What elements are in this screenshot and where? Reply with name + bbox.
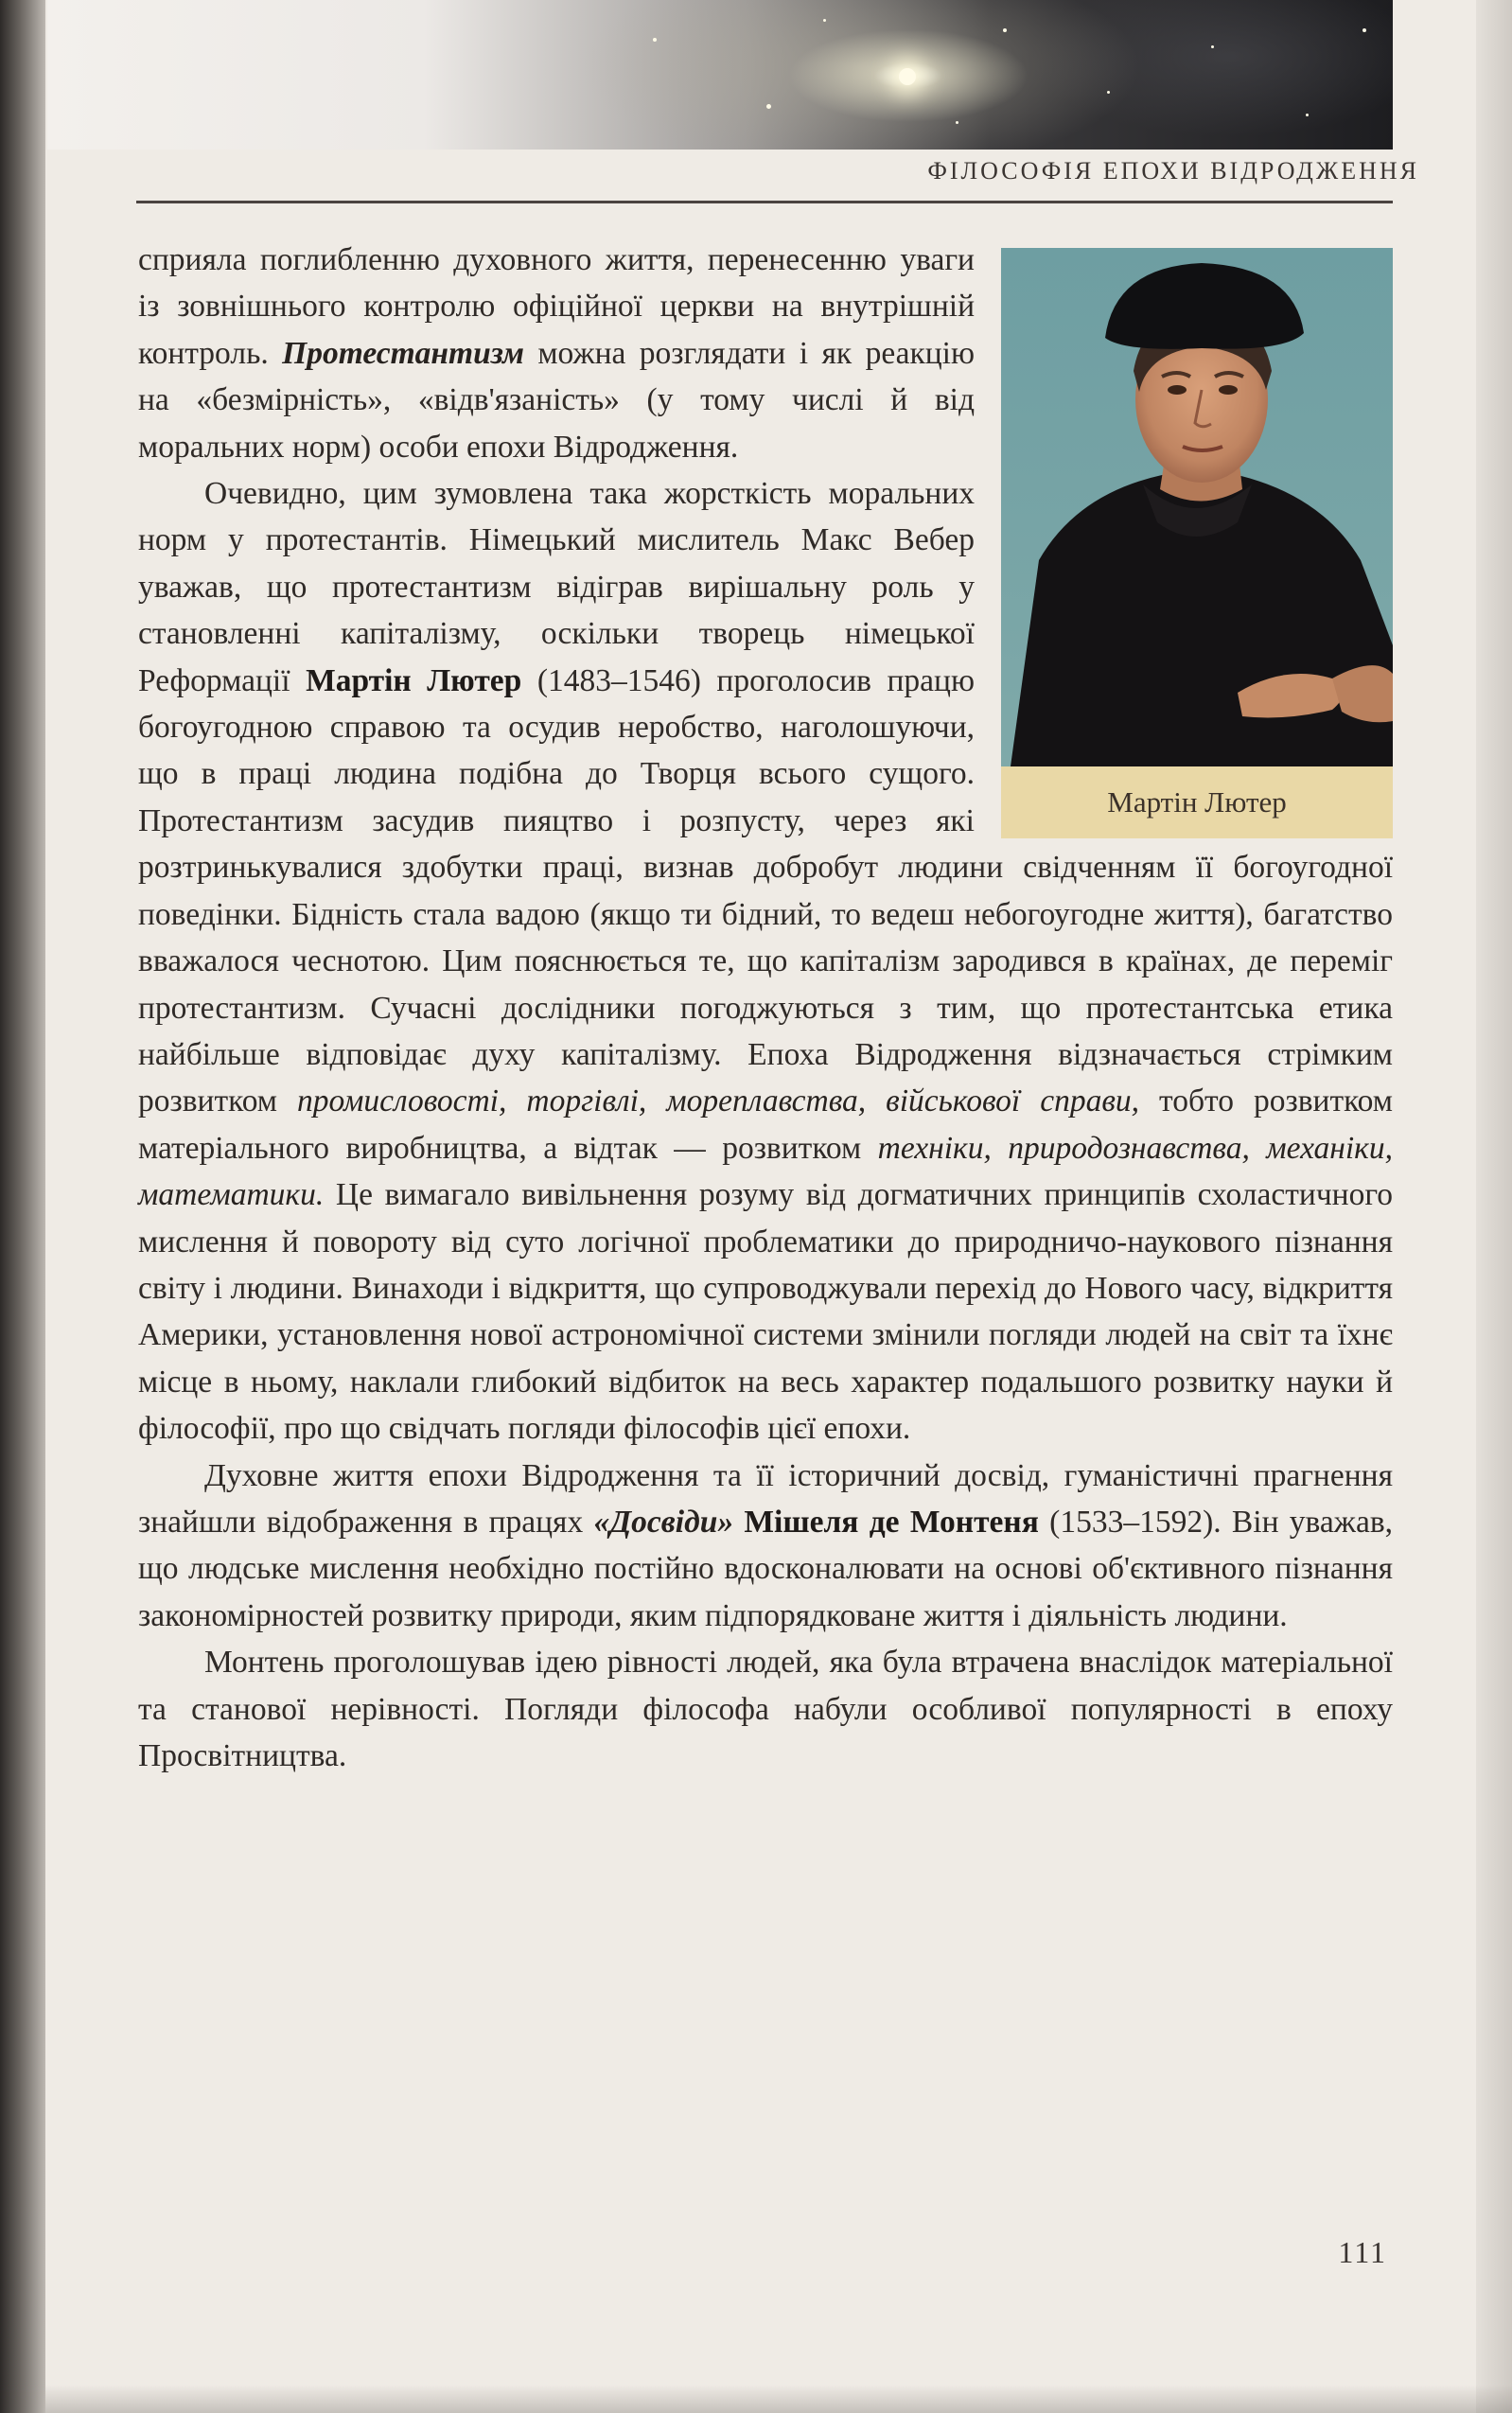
term-protestantism: Протестантизм [282,335,524,371]
name-montaigne: Мішеля де Монтеня [744,1504,1039,1540]
main-text [138,237,1393,1779]
page-number: 111 [1338,2235,1387,2269]
text-span: тобто розвитком матеріального виробництва, а відтак — розвитком [138,1083,1393,1166]
text-span: можна розглядати і як реакцію на «безмірність», «відв'язаність» (у тому числі й від моральних норм) особи епохи Відродження. [138,335,975,465]
star [956,121,958,124]
star [1003,28,1007,32]
figure-float-space [986,237,1393,844]
work-title-essays: «Досвіди» [593,1504,734,1540]
star [1107,91,1110,94]
star [766,104,771,109]
text-span: сприяла поглибленню духовного життя, перенесенню уваги із зовнішнього контролю офіційної церкви на внутрішній контроль. [138,242,975,371]
text-span: (1483–1546) проголосив працю богоугодною справою та осудив неробство, наголошуючи, що в праці людина подібна до Творця всього сущого. Протестантизм засудив пияцтво і розпусту, через які розтринькувалися здобутки праці, визнав добробут людини свідченням її богоугодної поведінки. Бідність стала вадою (якщо ти бідний, то ведеш небогоугодне життя), багатство вважалося чеснотою. Цим пояснюється те, що капіталізм зародився в країнах, де переміг протестантизм. Сучасні дослідники погоджуються з тим, що протестантська етика найбільше відповідає духу капіталізму. Епоха Відродження відзначається стрімким розвитком [138,662,1393,1119]
text-span: Очевидно, цим зумовлена така жорсткість моральних норм у протестантів. Німецький мислитель Макс Вебер уважав, що протестантизм відіграв вирішальну роль у становленні капіталізму, оскільки творець німецької Реформації [138,476,975,698]
text-span: Монтень проголошував ідею рівності людей, яка була втрачена внаслідок матеріальної та станової нерівності. Погляди філософа набули особливої популярності в епоху Просвітництва. [138,1645,1393,1773]
page-bottom-edge [45,2385,1512,2413]
text-span: Це вимагало вивільнення розуму від догматичних принципів схоластичного мислення й повороту від суто логічної проблематики до природничо-наукового пізнання світу і людини. Винаходи і відкриття, що супроводжували перехід до Нового часу, відкриття Америки, установлення нової астрономічної системи змінили погляди людей на світ та їхнє місце в ньому, наклали глибокий відбиток на весь характер подальшого розвитку науки й філософії, про що свідчать погляди філософів цієї епохи. [138,1177,1393,1447]
star [823,19,826,22]
page-right-edge [1476,0,1512,2413]
text-span: Духовне життя епохи Відродження та її історичний досвід, гуманістичні прагнення знайшли відображення в працях [138,1457,1393,1540]
italic-terms-1: промисловості, торгівлі, мореплавства, військової справи, [297,1083,1140,1119]
header-rule [136,201,1393,203]
star [653,38,657,42]
star [899,68,916,85]
page-gutter-shadow [0,0,45,2413]
star [1211,45,1214,48]
header-banner-starfield [47,0,1393,150]
italic-terms-2: техніки, природознавства, механіки, математики. [138,1130,1393,1213]
name-martin-luther: Мартін Лютер [306,662,522,698]
paragraph-3 [138,1453,1393,1640]
star [1306,114,1309,116]
text-span: (1533–1592). Він уважав, що людське мислення необхідно постійно вдосконалювати на основі об'єктивного пізнання закономірностей розвитку природи, яким підпорядковане життя і діяльність людини. [138,1504,1394,1633]
paragraph-4 [138,1639,1393,1779]
star [1363,28,1366,32]
portrait-caption: Мартін Лютер [1107,785,1287,819]
running-head-title: ФІЛОСОФІЯ ЕПОХИ ВІДРОДЖЕННЯ [927,157,1419,185]
